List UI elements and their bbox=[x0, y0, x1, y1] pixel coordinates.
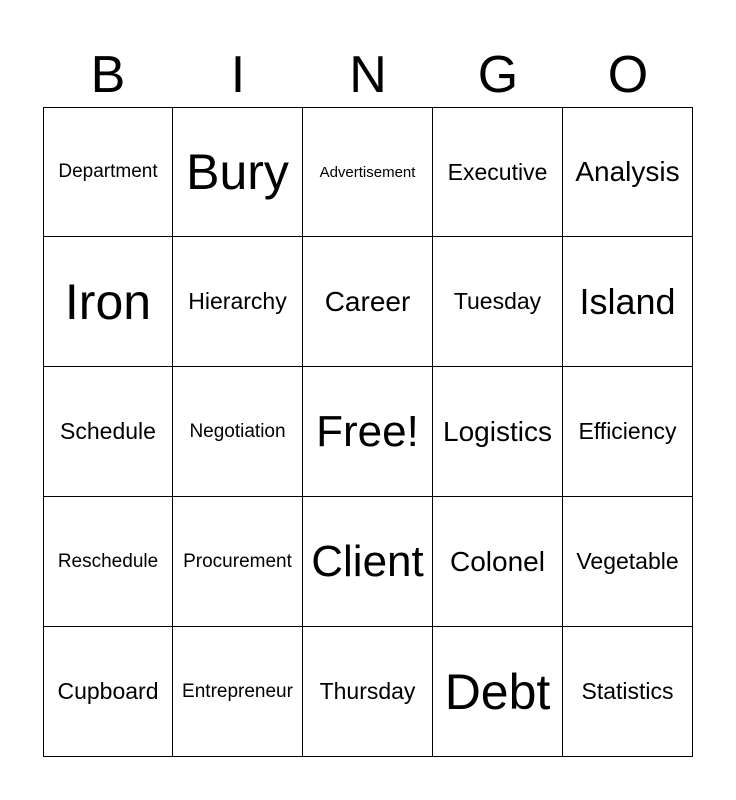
bingo-cell: Analysis bbox=[563, 107, 693, 237]
header-letter-o: O bbox=[607, 46, 649, 104]
bingo-cell: Debt bbox=[433, 627, 563, 757]
bingo-cell: Hierarchy bbox=[173, 237, 303, 367]
bingo-cell: Tuesday bbox=[433, 237, 563, 367]
bingo-cell: Negotiation bbox=[173, 367, 303, 497]
free-space-cell: Free! bbox=[303, 367, 433, 497]
header-letter-n: N bbox=[349, 46, 387, 104]
bingo-cell: Logistics bbox=[433, 367, 563, 497]
bingo-cell: Schedule bbox=[43, 367, 173, 497]
bingo-board bbox=[43, 107, 693, 757]
bingo-cell: Client bbox=[303, 497, 433, 627]
bingo-cell: Statistics bbox=[563, 627, 693, 757]
bingo-header bbox=[43, 44, 693, 106]
bingo-cell: Cupboard bbox=[43, 627, 173, 757]
bingo-cell: Bury bbox=[173, 107, 303, 237]
bingo-cell: Entrepreneur bbox=[173, 627, 303, 757]
header-letter-b: B bbox=[90, 46, 126, 104]
bingo-cell: Reschedule bbox=[43, 497, 173, 627]
bingo-cell: Department bbox=[43, 107, 173, 237]
bingo-cell: Executive bbox=[433, 107, 563, 237]
bingo-cell: Career bbox=[303, 237, 433, 367]
bingo-cell: Procurement bbox=[173, 497, 303, 627]
bingo-cell: Thursday bbox=[303, 627, 433, 757]
bingo-cell: Iron bbox=[43, 237, 173, 367]
header-letter-g: G bbox=[477, 46, 519, 104]
bingo-cell: Efficiency bbox=[563, 367, 693, 497]
bingo-cell: Vegetable bbox=[563, 497, 693, 627]
header-letter-i: I bbox=[230, 46, 246, 104]
bingo-cell: Advertisement bbox=[303, 107, 433, 237]
bingo-cell: Island bbox=[563, 237, 693, 367]
bingo-cell: Colonel bbox=[433, 497, 563, 627]
